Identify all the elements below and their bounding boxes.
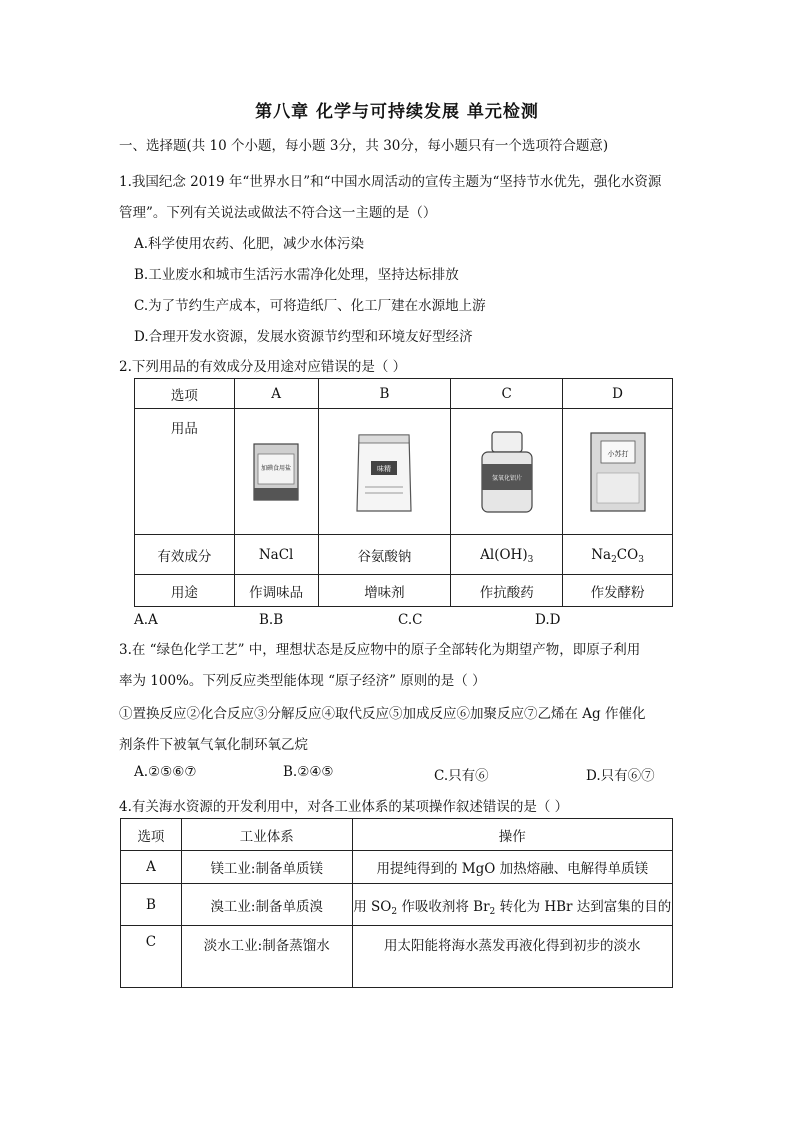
q3-answer-b: B.②④⑤ <box>283 764 334 780</box>
q2-answer-b: B.B <box>259 612 284 628</box>
q4-row-a-operation: 用提纯得到的 MgO 加热熔融、电解得单质镁 <box>352 851 672 884</box>
q4-header-system: 工业体系 <box>181 819 352 851</box>
q1-option-a: A.科学使用农药、化肥，减少水体污染 <box>134 236 365 252</box>
q4-row-c-key: C <box>121 926 182 988</box>
q1-option-c: C.为了节约生产成本，可将造纸厂、化工厂建在水源地上游 <box>134 298 486 314</box>
q2-header-b: B <box>318 379 451 409</box>
salt-package-label: 加碘食用盐 <box>261 464 292 472</box>
q4-row-b-system: 溴工业:制备单质溴 <box>181 884 352 926</box>
q4-row-c-system: 淡水工业:制备蒸馏水 <box>181 926 352 988</box>
q1-stem-line1: 1.我国纪念 2019 年“世界水日”和“中国水周活动的宣传主题为“坚持节水优先，强化水资源 <box>119 174 662 190</box>
q4-row-b-key: B <box>121 884 182 926</box>
q2-component-b: 谷氨酸钠 <box>318 535 451 575</box>
q3-list-line1: ①置换反应②化合反应③分解反应④取代反应⑤加成反应⑥加聚反应⑦乙烯在 Ag 作催化 <box>119 706 646 722</box>
q1-option-d: D.合理开发水资源，发展水资源节约型和环境友好型经济 <box>134 329 473 345</box>
q2-stem: 2.下列用品的有效成分及用途对应错误的是（ ） <box>119 359 407 375</box>
q2-component-d: $Na_2CO_3$ <box>563 535 673 575</box>
q2-answer-a: A.A <box>134 612 158 628</box>
q3-answer-c: C.只有⑥ <box>434 768 489 784</box>
antacid-bottle-image <box>476 428 538 516</box>
q4-header-option: 选项 <box>121 819 182 851</box>
q2-header-option: 选项 <box>135 379 235 409</box>
baking-soda-label: 小苏打 <box>607 449 629 458</box>
q4-row-c-operation: 用太阳能将海水蒸发再液化得到初步的淡水 <box>352 926 672 988</box>
page-title: 第八章 化学与可持续发展 单元检测 <box>255 102 539 122</box>
q4-header-operation: 操作 <box>352 819 672 851</box>
q1-option-b: B.工业废水和城市生活污水需净化处理，坚持达标排放 <box>134 267 459 283</box>
q2-answer-d: D.D <box>535 612 561 628</box>
section-heading: 一、选择题(共 10 个小题，每小题 3分，共 30分，每小题只有一个选项符合题意) <box>119 138 609 154</box>
salt-package-image <box>250 440 302 504</box>
q3-stem-line1: 3.在 “绿色化学工艺” 中，理想状态是反应物中的原子全部转化为期望产物，即原子利用 <box>119 642 641 658</box>
q2-product-c <box>451 409 563 535</box>
q2-table <box>134 378 673 607</box>
antacid-bottle-label: 氢氧化铝片 <box>491 474 522 482</box>
q2-use-b: 增味剂 <box>318 575 451 607</box>
q4-row-a-key: A <box>121 851 182 884</box>
q2-product-a <box>234 409 318 535</box>
q2-header-c: C <box>451 379 563 409</box>
q4-row-a-system: 镁工业:制备单质镁 <box>181 851 352 884</box>
msg-package-label: 味精 <box>377 464 392 473</box>
q3-answer-d: D.只有⑥⑦ <box>586 768 655 784</box>
msg-package-image <box>353 427 415 517</box>
q2-product-d <box>563 409 673 535</box>
q2-use-c: 作抗酸药 <box>451 575 563 607</box>
q2-component-c: $Al(OH)_3$ <box>451 535 563 575</box>
q1-stem-line2: 管理”。下列有关说法或做法不符合这一主题的是（） <box>119 205 437 221</box>
q2-product-b <box>318 409 451 535</box>
q2-use-a: 作调味品 <box>234 575 318 607</box>
q2-answer-c: C.C <box>398 612 423 628</box>
q4-stem: 4.有关海水资源的开发利用中，对各工业体系的某项操作叙述错误的是（ ） <box>119 799 569 815</box>
q2-use-d: 作发酵粉 <box>563 575 673 607</box>
baking-soda-package-image <box>587 429 649 515</box>
q3-stem-line2: 率为 100%。下列反应类型能体现 “原子经济” 原则的是（ ） <box>119 673 486 689</box>
q2-row-goods-label: 用品 <box>135 409 235 535</box>
q3-list-line2: 剂条件下被氧气氧化制环氧乙烷 <box>119 737 308 753</box>
q3-answer-a: A.②⑤⑥⑦ <box>134 764 197 780</box>
q2-row-component-label: 有效成分 <box>135 535 235 575</box>
q2-header-d: D <box>563 379 673 409</box>
q2-header-a: A <box>234 379 318 409</box>
q4-row-b-operation: 用 $SO_2$ 作吸收剂将 $Br_2$ 转化为 HBr 达到富集的目的 <box>352 884 672 926</box>
q2-row-use-label: 用途 <box>135 575 235 607</box>
q4-table <box>120 818 673 988</box>
q2-component-a: NaCl <box>234 535 318 575</box>
